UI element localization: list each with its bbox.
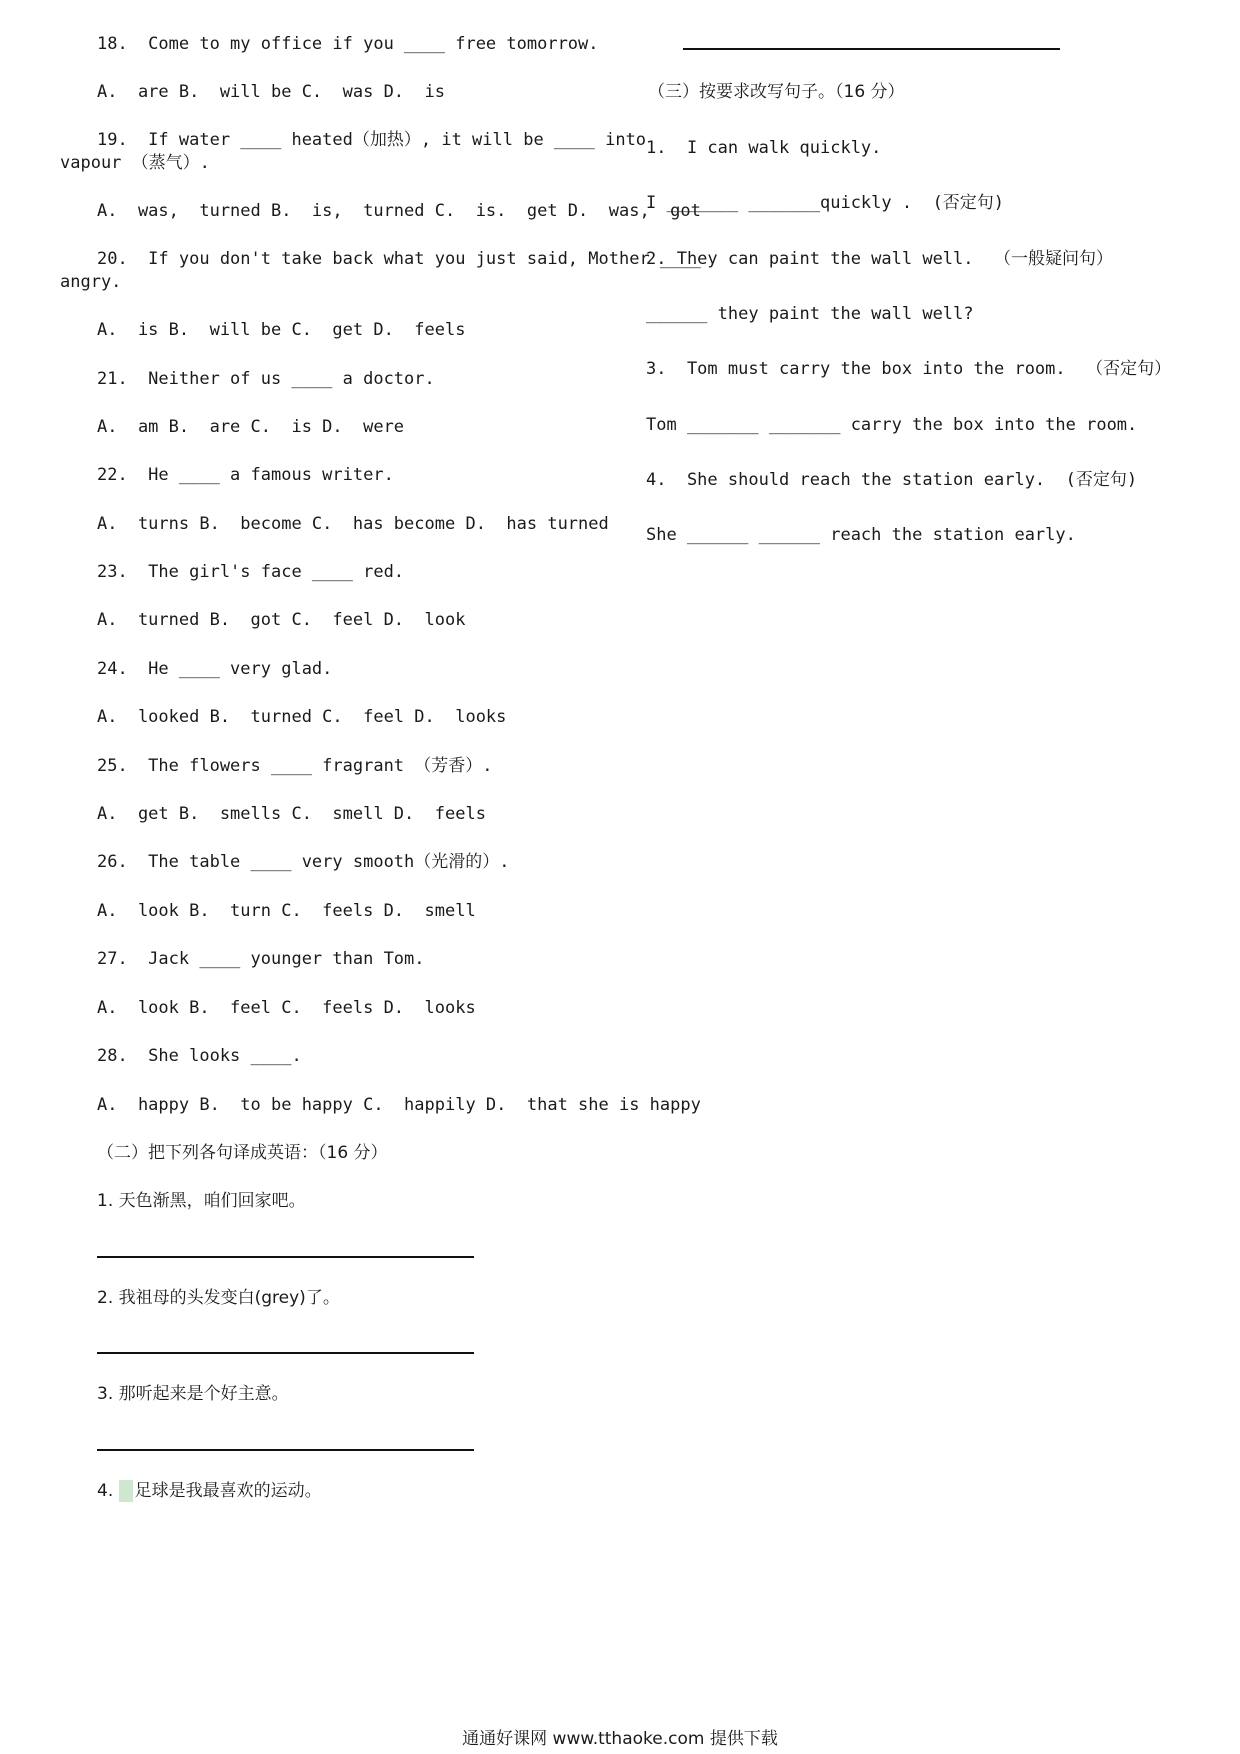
page-footer: 通通好课网 www.tthaoke.com 提供下载: [462, 1729, 778, 1749]
answer-line-2: [97, 1352, 474, 1354]
translate-4: [97, 1480, 322, 1502]
translate-2: 2. 我祖母的头发变白(grey)了。: [97, 1288, 340, 1308]
section-3-title: （三）按要求改写句子。（16 分）: [648, 82, 905, 102]
question-18: 18. Come to my office if you ____ free tomorrow.: [97, 34, 599, 54]
answer-line-1: [97, 1256, 474, 1258]
rewrite-4-answer: She ______ ______ reach the station early.: [646, 525, 1076, 545]
question-27: 27. Jack ____ younger than Tom.: [97, 949, 425, 969]
question-20-options: A. is B. will be C. get D. feels: [97, 320, 466, 340]
translate-4-number: 4.: [97, 1481, 114, 1501]
question-20-line1: 20. If you don't take back what you just said, Mother ____: [97, 249, 701, 269]
section-2-title: （二）把下列各句译成英语：（16 分）: [97, 1143, 388, 1163]
question-25: 25. The flowers ____ fragrant （芳香）.: [97, 756, 493, 776]
translate-1: 1. 天色渐黑，咱们回家吧。: [97, 1191, 306, 1211]
question-18-options: A. are B. will be C. was D. is: [97, 82, 445, 102]
highlight-mark: [119, 1480, 133, 1502]
rewrite-2: 2. They can paint the wall well. （一般疑问句）: [646, 249, 1113, 269]
question-28: 28. She looks ____.: [97, 1046, 302, 1066]
rewrite-1-answer: I _______ _______quickly . (否定句): [646, 193, 1005, 213]
translate-4-text: 足球是我最喜欢的运动。: [134, 1481, 322, 1501]
question-23: 23. The girl's face ____ red.: [97, 562, 405, 582]
question-24-options: A. looked B. turned C. feel D. looks: [97, 707, 507, 727]
question-19-line2: vapour （蒸气）.: [60, 153, 210, 173]
question-27-options: A. look B. feel C. feels D. looks: [97, 998, 476, 1018]
rewrite-2-answer: ______ they paint the wall well?: [646, 304, 974, 324]
question-28-options: A. happy B. to be happy C. happily D. that she is happy: [97, 1095, 701, 1115]
question-26-options: A. look B. turn C. feels D. smell: [97, 901, 476, 921]
question-24: 24. He ____ very glad.: [97, 659, 333, 679]
question-23-options: A. turned B. got C. feel D. look: [97, 610, 466, 630]
question-21-options: A. am B. are C. is D. were: [97, 417, 405, 437]
rewrite-4: 4. She should reach the station early. (否定句): [646, 470, 1138, 490]
translate-3: 3. 那听起来是个好主意。: [97, 1384, 289, 1404]
question-25-options: A. get B. smells C. smell D. feels: [97, 804, 486, 824]
question-22-options: A. turns B. become C. has become D. has turned: [97, 514, 609, 534]
rewrite-1: 1. I can walk quickly.: [646, 138, 882, 158]
rewrite-3-answer: Tom _______ _______ carry the box into the room.: [646, 415, 1138, 435]
answer-line-top: [683, 48, 1060, 50]
answer-line-3: [97, 1449, 474, 1451]
question-19-line1: 19. If water ____ heated（加热）, it will be ____ into: [97, 130, 647, 150]
question-26: 26. The table ____ very smooth（光滑的）.: [97, 852, 510, 872]
question-21: 21. Neither of us ____ a doctor.: [97, 369, 435, 389]
question-22: 22. He ____ a famous writer.: [97, 465, 394, 485]
question-20-line2: angry.: [60, 272, 122, 292]
rewrite-3: 3. Tom must carry the box into the room. （否定句）: [646, 359, 1172, 379]
question-19-options: A. was, turned B. is, turned C. is. get D. was, got: [97, 201, 701, 221]
